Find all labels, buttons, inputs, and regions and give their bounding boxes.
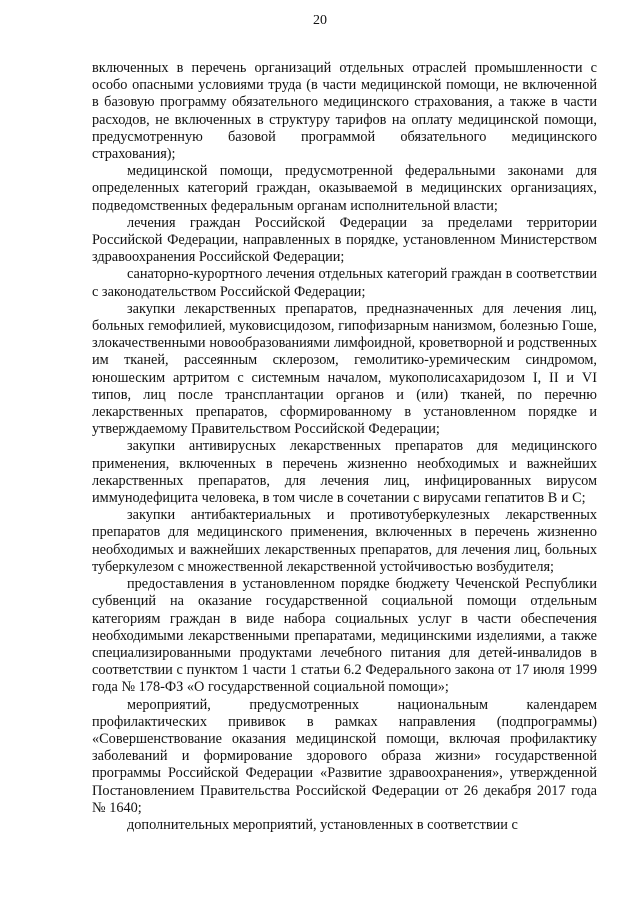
paragraph-6: закупки антивирусных лекарственных препаратов для медицинского применения, включенных в перечень жизненно необходимых и важнейших лекарственных препаратов, для лечения лиц, инфицированных вирусом иммунодефицита человека, в том числе в сочетании с вирусами гепатитов В и С; xyxy=(92,438,597,507)
paragraph-10: дополнительных мероприятий, установленных в соответствии с xyxy=(127,816,518,833)
page-number: 20 xyxy=(313,13,327,28)
paragraph-5: закупки лекарственных препаратов, предназначенных для лечения лиц, больных гемофилией, муковисцидозом, гипофизарным нанизмом, болезнью Гоше, злокачественными новообразованиями лимфоидной, кроветворной и родственных им тканей, рассеянным склерозом, гемолитико-уремическим синдромом, юношеским артритом с системным началом, мукополисахаридозом I, II и VI типов, лиц после трансплантации органов и (или) тканей, по перечню лекарственных препаратов, сформированному в установленном порядке и утверждаемому Правительством Российской Федерации; xyxy=(92,300,597,438)
paragraph-7: закупки антибактериальных и противотуберкулезных лекарственных препаратов для медицинского применения, включенных в перечень жизненно необходимых и важнейших лекарственных препаратов, для лечения лиц, больных туберкулезом с множественной лекарственной устойчивостью возбудителя; xyxy=(92,507,597,575)
paragraph-4: санаторно-курортного лечения отдельных категорий граждан в соответствии с законодательством Российской Федерации; xyxy=(92,266,597,300)
paragraph-2: медицинской помощи, предусмотренной федеральными законами для определенных категорий граждан, оказываемой в медицинских организациях, подведомственных федеральным органам исполнительной власти; xyxy=(92,163,597,214)
document-body xyxy=(92,60,597,834)
paragraph-9: мероприятий, предусмотренных национальным календарем профилактических прививок в рамках направления (подпрограммы) «Совершенствование оказания медицинской помощи, включая профилактику заболеваний и формирование здорового образа жизни» государственной программы Российской Федерации «Развитие здравоохранения», утвержденной Постановлением Правительства Российской Федерации от 26 декабря 2017 года № 1640; xyxy=(92,696,597,816)
paragraph-3: лечения граждан Российской Федерации за пределами территории Российской Федерации, направленных в порядке, установленном Министерством здравоохранения Российской Федерации; xyxy=(92,214,597,266)
paragraph-1: включенных в перечень организаций отдельных отраслей промышленности с особо опасными условиями труда (в части медицинской помощи, не включенной в базовую программу обязательного медицинского страхования, а также в части расходов, не включенных в структуру тарифов на оплату медицинской помощи, предусмотренную базовой программой обязательного медицинского страхования); xyxy=(92,60,597,163)
paragraph-8: предоставления в установленном порядке бюджету Чеченской Республики субвенций на оказание государственной социальной помощи отдельным категориям граждан в виде набора социальных услуг в части обеспечения необходимыми лекарственными препаратами, медицинскими изделиями, а также специализированными продуктами лечебного питания для детей-инвалидов в соответствии с пунктом 1 части 1 статьи 6.2 Федерального закона от 17 июля 1999 года № 178-ФЗ «О государственной социальной помощи»; xyxy=(92,576,597,696)
